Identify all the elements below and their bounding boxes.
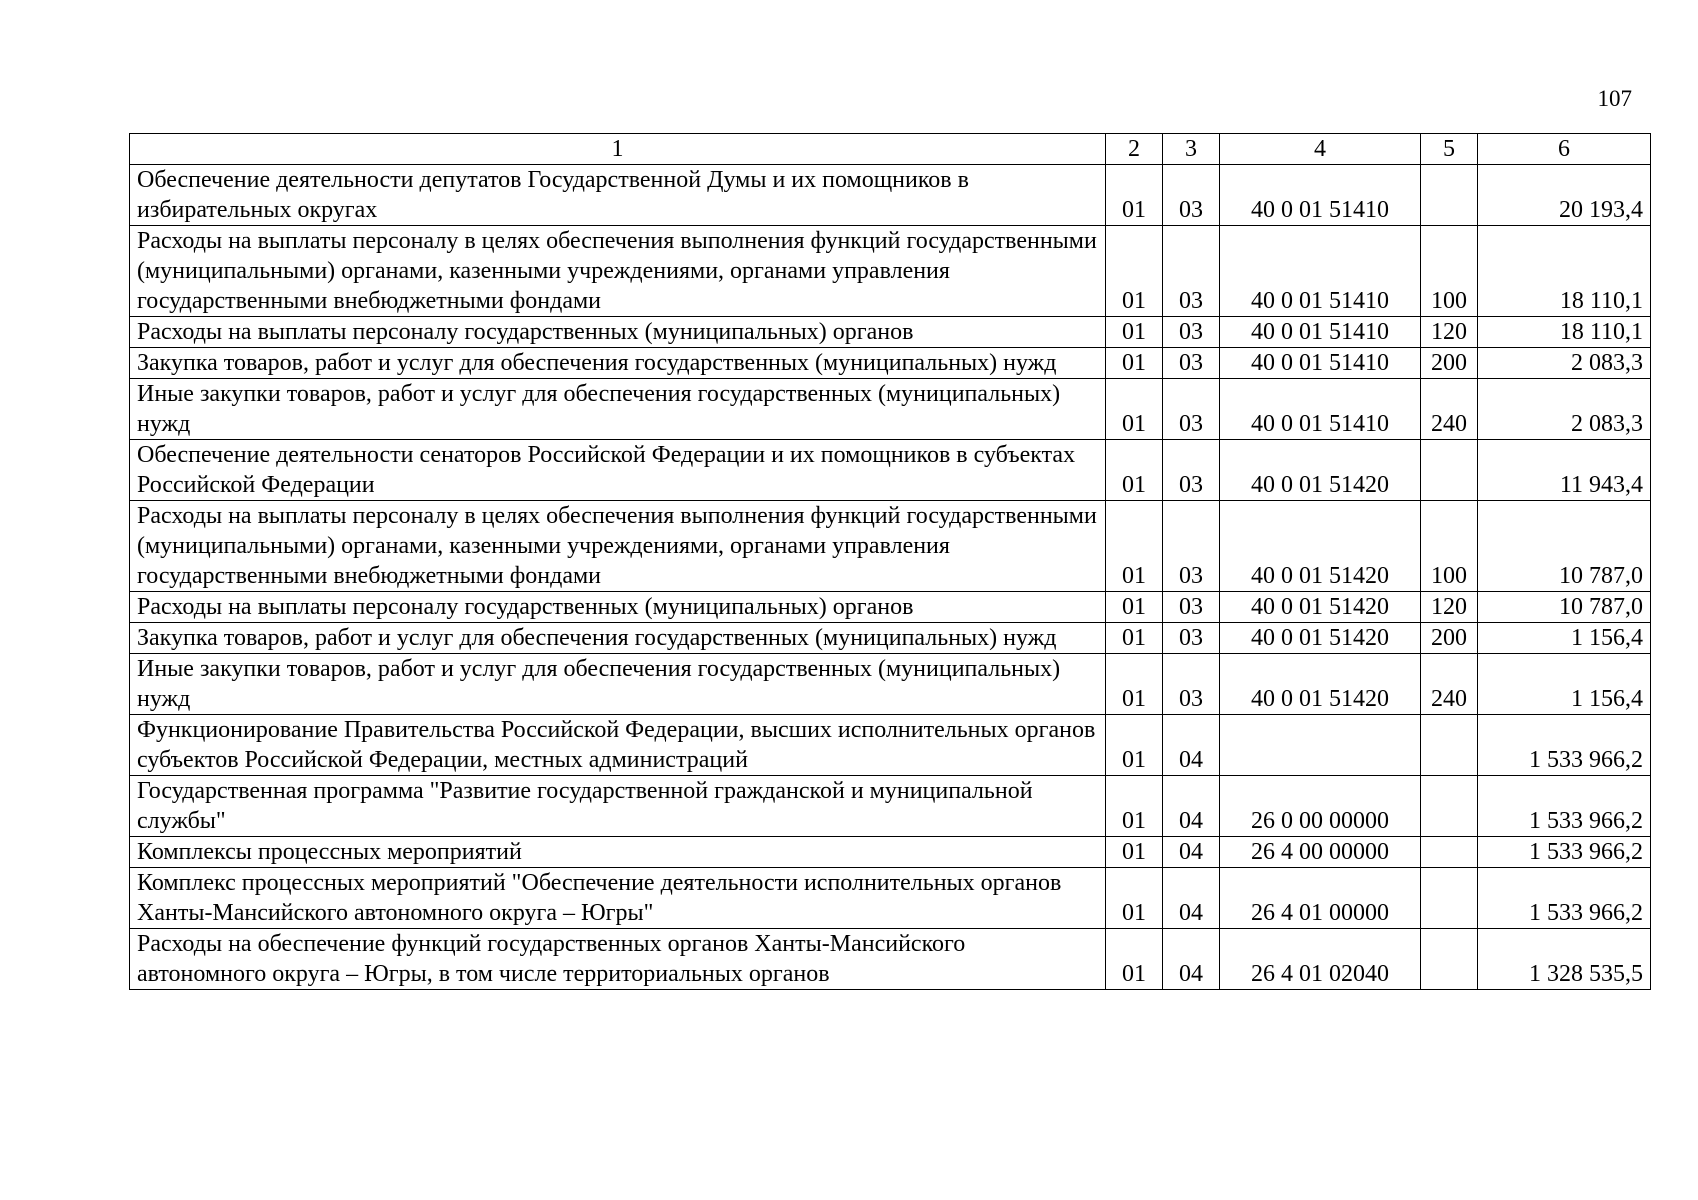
row-section-code: 01 — [1106, 501, 1163, 592]
table-row — [130, 440, 1651, 501]
row-subsection-code: 04 — [1163, 837, 1220, 868]
table-body — [130, 165, 1651, 990]
row-amount: 1 533 966,2 — [1478, 837, 1651, 868]
row-target-article-code: 40 0 01 51420 — [1220, 592, 1421, 623]
row-amount: 2 083,3 — [1478, 379, 1651, 440]
row-target-article-code: 40 0 01 51410 — [1220, 317, 1421, 348]
row-section-code: 01 — [1106, 776, 1163, 837]
row-subsection-code: 03 — [1163, 165, 1220, 226]
header-cell-2: 2 — [1106, 134, 1163, 165]
row-subsection-code: 04 — [1163, 715, 1220, 776]
row-target-article-code: 40 0 01 51410 — [1220, 226, 1421, 317]
row-subsection-code: 03 — [1163, 348, 1220, 379]
row-subsection-code: 04 — [1163, 776, 1220, 837]
header-cell-5: 5 — [1421, 134, 1478, 165]
table-row — [130, 929, 1651, 990]
row-description: Расходы на выплаты персоналу в целях обеспечения выполнения функций государственными (муниципальными) органами, казенными учреждениями, органами управления государственными внебюджетными фондами — [130, 226, 1106, 317]
row-description: Обеспечение деятельности сенаторов Российской Федерации и их помощников в субъектах Российской Федерации — [130, 440, 1106, 501]
row-amount: 1 156,4 — [1478, 654, 1651, 715]
row-section-code: 01 — [1106, 654, 1163, 715]
header-cell-4: 4 — [1220, 134, 1421, 165]
table-row — [130, 501, 1651, 592]
row-amount: 1 328 535,5 — [1478, 929, 1651, 990]
row-amount: 18 110,1 — [1478, 226, 1651, 317]
row-amount: 1 533 966,2 — [1478, 868, 1651, 929]
row-description: Расходы на выплаты персоналу государственных (муниципальных) органов — [130, 592, 1106, 623]
row-description: Закупка товаров, работ и услуг для обеспечения государственных (муниципальных) нужд — [130, 348, 1106, 379]
table-row — [130, 317, 1651, 348]
row-amount: 1 533 966,2 — [1478, 715, 1651, 776]
row-target-article-code: 40 0 01 51420 — [1220, 654, 1421, 715]
row-expense-type-code — [1421, 165, 1478, 226]
row-description: Расходы на выплаты персоналу государственных (муниципальных) органов — [130, 317, 1106, 348]
row-amount: 18 110,1 — [1478, 317, 1651, 348]
row-section-code: 01 — [1106, 165, 1163, 226]
header-cell-6: 6 — [1478, 134, 1651, 165]
row-expense-type-code — [1421, 440, 1478, 501]
row-target-article-code: 40 0 01 51420 — [1220, 440, 1421, 501]
row-subsection-code: 03 — [1163, 654, 1220, 715]
row-description: Функционирование Правительства Российской Федерации, высших исполнительных органов субъектов Российской Федерации, местных администраций — [130, 715, 1106, 776]
row-description: Комплексы процессных мероприятий — [130, 837, 1106, 868]
row-description: Государственная программа "Развитие государственной гражданской и муниципальной службы" — [130, 776, 1106, 837]
row-description: Расходы на обеспечение функций государственных органов Ханты-Мансийского автономного округа – Югры, в том числе территориальных органов — [130, 929, 1106, 990]
budget-table — [129, 133, 1651, 990]
row-section-code: 01 — [1106, 837, 1163, 868]
page-number: 107 — [1597, 86, 1632, 111]
row-description: Обеспечение деятельности депутатов Государственной Думы и их помощников в избирательных округах — [130, 165, 1106, 226]
table-header-row — [130, 134, 1651, 165]
row-expense-type-code — [1421, 929, 1478, 990]
row-expense-type-code: 240 — [1421, 654, 1478, 715]
row-expense-type-code: 100 — [1421, 501, 1478, 592]
row-subsection-code: 03 — [1163, 623, 1220, 654]
row-expense-type-code: 100 — [1421, 226, 1478, 317]
table-row — [130, 348, 1651, 379]
row-expense-type-code: 120 — [1421, 592, 1478, 623]
table-row — [130, 379, 1651, 440]
row-target-article-code: 40 0 01 51420 — [1220, 623, 1421, 654]
row-target-article-code: 26 0 00 00000 — [1220, 776, 1421, 837]
table-row — [130, 837, 1651, 868]
row-target-article-code: 40 0 01 51410 — [1220, 379, 1421, 440]
row-expense-type-code: 200 — [1421, 623, 1478, 654]
row-expense-type-code — [1421, 868, 1478, 929]
row-subsection-code: 03 — [1163, 592, 1220, 623]
row-description: Комплекс процессных мероприятий "Обеспечение деятельности исполнительных органов Ханты-Мансийского автономного округа – Югры" — [130, 868, 1106, 929]
row-expense-type-code: 120 — [1421, 317, 1478, 348]
row-description: Иные закупки товаров, работ и услуг для обеспечения государственных (муниципальных) нужд — [130, 379, 1106, 440]
row-amount: 11 943,4 — [1478, 440, 1651, 501]
row-section-code: 01 — [1106, 226, 1163, 317]
table-row — [130, 226, 1651, 317]
row-amount: 20 193,4 — [1478, 165, 1651, 226]
row-section-code: 01 — [1106, 440, 1163, 501]
row-description: Расходы на выплаты персоналу в целях обеспечения выполнения функций государственными (муниципальными) органами, казенными учреждениями, органами управления государственными внебюджетными фондами — [130, 501, 1106, 592]
row-section-code: 01 — [1106, 348, 1163, 379]
table-row — [130, 776, 1651, 837]
row-expense-type-code — [1421, 715, 1478, 776]
table-row — [130, 165, 1651, 226]
row-amount: 10 787,0 — [1478, 592, 1651, 623]
row-expense-type-code — [1421, 776, 1478, 837]
header-cell-3: 3 — [1163, 134, 1220, 165]
row-expense-type-code: 200 — [1421, 348, 1478, 379]
row-target-article-code: 40 0 01 51420 — [1220, 501, 1421, 592]
row-target-article-code: 40 0 01 51410 — [1220, 348, 1421, 379]
row-expense-type-code — [1421, 837, 1478, 868]
row-target-article-code: 26 4 01 02040 — [1220, 929, 1421, 990]
table-row — [130, 592, 1651, 623]
table-row — [130, 715, 1651, 776]
row-amount: 1 156,4 — [1478, 623, 1651, 654]
row-section-code: 01 — [1106, 929, 1163, 990]
row-section-code: 01 — [1106, 623, 1163, 654]
table-row — [130, 868, 1651, 929]
row-subsection-code: 03 — [1163, 379, 1220, 440]
row-section-code: 01 — [1106, 379, 1163, 440]
row-amount: 10 787,0 — [1478, 501, 1651, 592]
row-amount: 2 083,3 — [1478, 348, 1651, 379]
row-target-article-code — [1220, 715, 1421, 776]
row-subsection-code: 03 — [1163, 226, 1220, 317]
row-subsection-code: 04 — [1163, 868, 1220, 929]
row-section-code: 01 — [1106, 317, 1163, 348]
row-subsection-code: 03 — [1163, 440, 1220, 501]
row-section-code: 01 — [1106, 715, 1163, 776]
row-target-article-code: 26 4 01 00000 — [1220, 868, 1421, 929]
row-target-article-code: 26 4 00 00000 — [1220, 837, 1421, 868]
row-section-code: 01 — [1106, 592, 1163, 623]
row-description: Закупка товаров, работ и услуг для обеспечения государственных (муниципальных) нужд — [130, 623, 1106, 654]
table-row — [130, 654, 1651, 715]
row-target-article-code: 40 0 01 51410 — [1220, 165, 1421, 226]
row-subsection-code: 03 — [1163, 317, 1220, 348]
row-section-code: 01 — [1106, 868, 1163, 929]
row-expense-type-code: 240 — [1421, 379, 1478, 440]
row-description: Иные закупки товаров, работ и услуг для обеспечения государственных (муниципальных) нужд — [130, 654, 1106, 715]
table-row — [130, 623, 1651, 654]
row-amount: 1 533 966,2 — [1478, 776, 1651, 837]
row-subsection-code: 03 — [1163, 501, 1220, 592]
header-cell-1: 1 — [130, 134, 1106, 165]
row-subsection-code: 04 — [1163, 929, 1220, 990]
